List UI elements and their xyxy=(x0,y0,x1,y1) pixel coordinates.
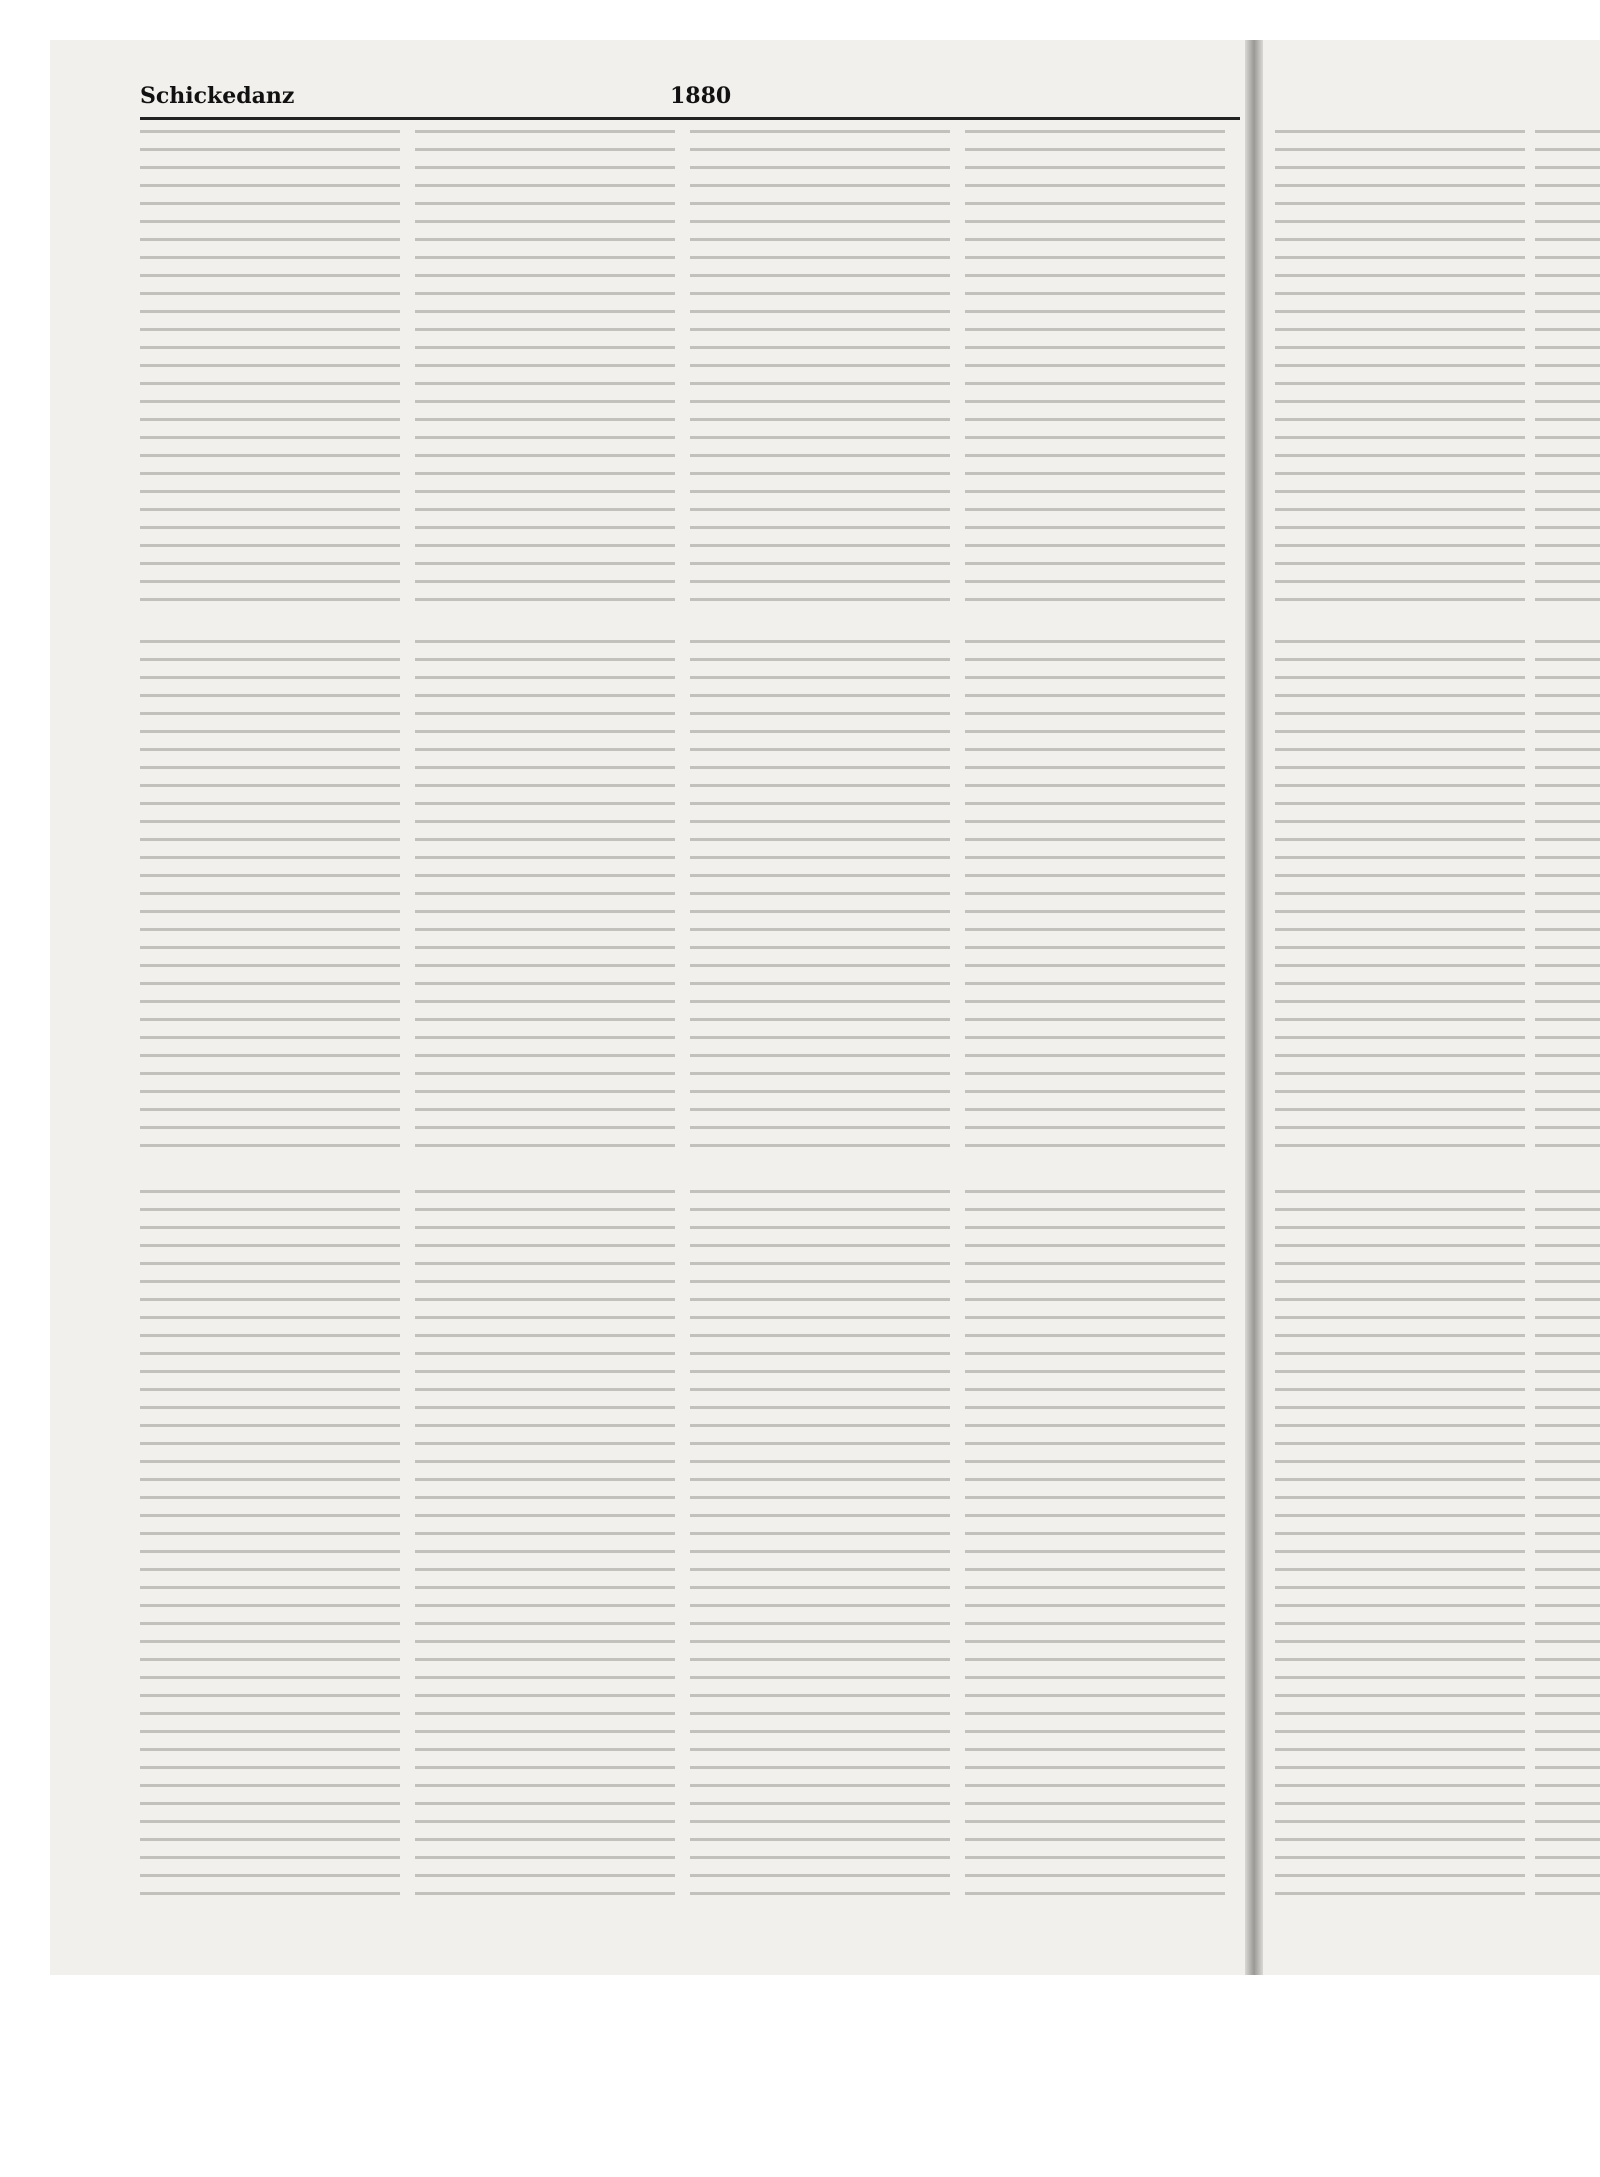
text-block xyxy=(140,1190,400,1900)
text-block xyxy=(415,130,675,610)
text-block xyxy=(965,130,1225,610)
text-block xyxy=(1535,1190,1600,1900)
right-page xyxy=(1270,75,1600,1915)
left-page xyxy=(130,75,1230,1915)
page-header xyxy=(140,83,1230,123)
book-spine-shadow xyxy=(1245,40,1263,1975)
text-block xyxy=(1535,640,1600,1160)
text-block xyxy=(965,1190,1225,1900)
text-block xyxy=(1275,640,1525,1160)
page-margin-bottom xyxy=(0,1975,1600,2177)
text-block xyxy=(140,640,400,1160)
directory-column-2 xyxy=(415,130,675,1900)
running-head: Schickedanz xyxy=(140,83,295,109)
directory-column-6 xyxy=(1535,130,1600,1900)
text-block xyxy=(690,640,950,1160)
page-number: 1880 xyxy=(670,83,732,109)
directory-column-3 xyxy=(690,130,950,1900)
text-block xyxy=(690,130,950,610)
text-block xyxy=(415,640,675,1160)
text-block xyxy=(965,640,1225,1160)
text-block xyxy=(415,1190,675,1900)
text-block xyxy=(1275,1190,1525,1900)
directory-column-1 xyxy=(140,130,400,1900)
text-block xyxy=(690,1190,950,1900)
text-block xyxy=(140,130,400,610)
directory-column-4 xyxy=(965,130,1225,1900)
directory-column-5 xyxy=(1275,130,1525,1900)
text-block xyxy=(1275,130,1525,610)
header-rule xyxy=(140,117,1240,120)
text-block xyxy=(1535,130,1600,610)
